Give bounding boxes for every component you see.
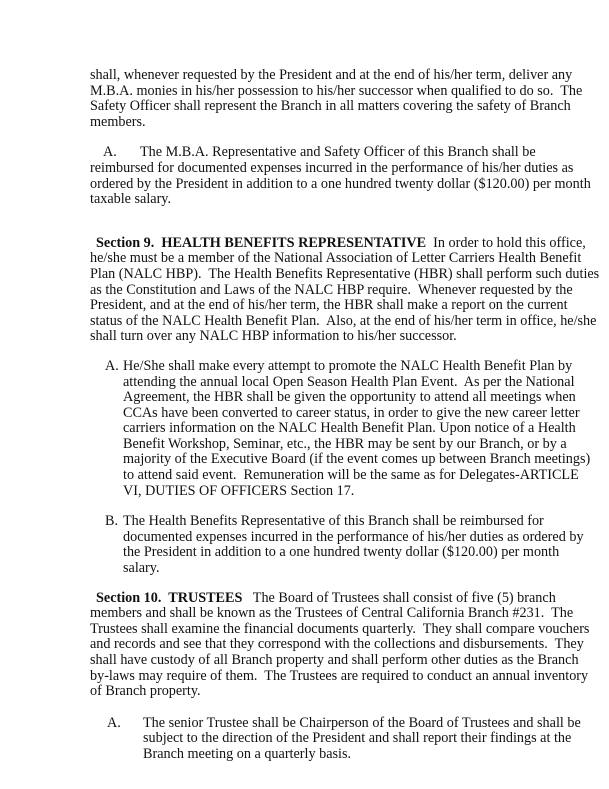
text-line: reimbursed for documented expenses incurred in the performance of his/her duties as <box>90 159 574 176</box>
text-line: The M.B.A. Representative and Safety Officer of this Branch shall be <box>140 144 536 161</box>
text-line: subject to the direction of the President and shall report their findings at the <box>143 730 572 747</box>
text-line: members and shall be known as the Trustees of Central California Branch #231. The <box>90 605 574 622</box>
text-line: Benefit Workshop, Seminar, etc., the HBR may be sent by our Branch, or by a <box>123 435 567 452</box>
text-line: Branch meeting on a quarterly basis. <box>143 745 352 762</box>
intro-paragraph <box>90 68 609 130</box>
text-line: shall have custody of all Branch property and shall perform other duties as the Branch <box>90 652 579 668</box>
text-line: The senior Trustee shall be Chairperson of the Board of Trustees and shall be <box>143 714 581 731</box>
item-marker: A. <box>105 357 119 374</box>
text-line: CCAs have been converted to career status, in order to give the new career letter <box>123 404 580 421</box>
item-marker: B. <box>105 513 119 530</box>
text-line: Plan (NALC HBP). The Health Benefits Representative (HBR) shall perform such duties <box>90 265 600 282</box>
section-10-heading: Section 10. TRUSTEES <box>96 589 243 606</box>
item-marker: A. <box>103 144 117 161</box>
text-line: by-laws may require of them. The Trustees are required to conduct an annual inventory <box>90 667 589 684</box>
text-line: The Health Benefits Representative of this Branch shall be reimbursed for <box>123 513 544 530</box>
text-line: M.B.A. monies in his/her possession to his/her successor when qualified to do so. The <box>90 82 583 99</box>
text-line: members. <box>90 113 146 130</box>
text-line: ordered by the President in addition to a one hundred twenty dollar ($120.00) per month <box>90 175 591 192</box>
text-line: He/She shall make every attempt to promote the NALC Health Benefit Plan by <box>123 357 573 374</box>
item-marker: A. <box>107 714 121 731</box>
section-10 <box>90 591 609 700</box>
text-line: status of the NALC Health Benefit Plan. Also, at the end of his/her term in office, he/she <box>90 312 597 329</box>
text-line: Agreement, the HBR shall be given the opportunity to attend all meetings when <box>123 389 576 406</box>
text-line: carriers information on the NALC Health Benefit Plan. Upon notice of a Health <box>123 420 576 437</box>
text-line: In order to hold this office, <box>433 234 586 251</box>
text-line: and records and see that they correspond with the collections and disbursements. They <box>90 636 584 653</box>
text-line: he/she must be a member of the National Association of Letter Carriers Health Benefit <box>90 250 582 267</box>
section-9-item-b <box>105 513 609 577</box>
text-line: taxable salary. <box>90 191 172 208</box>
text-line: VI, DUTIES OF OFFICERS Section 17. <box>123 482 355 499</box>
text-line: the President in addition to a one hundred twenty dollar ($120.00) per month <box>123 544 560 561</box>
text-line: Trustees shall examine the financial documents quarterly. They shall compare vouchers <box>90 620 590 637</box>
text-line: shall turn over any NALC HBP information to his/her successor. <box>90 328 457 345</box>
text-line: majority of the Executive Board (if the event comes up between Branch meetings) <box>123 451 591 468</box>
text-line: Safety Officer shall represent the Branch in all matters covering the safety of Branch <box>90 98 571 115</box>
section-9 <box>90 236 609 345</box>
section-9-item-a <box>105 357 609 499</box>
text-line: attending the annual local Open Season Health Plan Event. As per the National <box>123 373 575 390</box>
section-9-heading: Section 9. HEALTH BENEFITS REPRESENTATIVE <box>96 234 427 251</box>
text-line: The Board of Trustees shall consist of five (5) branch <box>252 589 556 606</box>
text-line: documented expenses incurred in the performance of his/her duties as ordered by <box>123 528 584 545</box>
text-line: President, and at the end of his/her term, the HBR shall make a report on the current <box>90 297 568 314</box>
text-line: shall, whenever requested by the President and at the end of his/her term, deliver any <box>90 67 573 83</box>
section-10-item-a <box>107 714 609 763</box>
mba-item-a <box>90 145 609 207</box>
text-line: to attend said event. Remuneration will be the same as for Delegates-ARTICLE <box>123 467 579 484</box>
text-line: of Branch property. <box>90 683 201 700</box>
text-line: salary. <box>123 560 160 577</box>
text-line: as the Constitution and Laws of the NALC HBP require. Whenever requested by the <box>90 281 573 298</box>
